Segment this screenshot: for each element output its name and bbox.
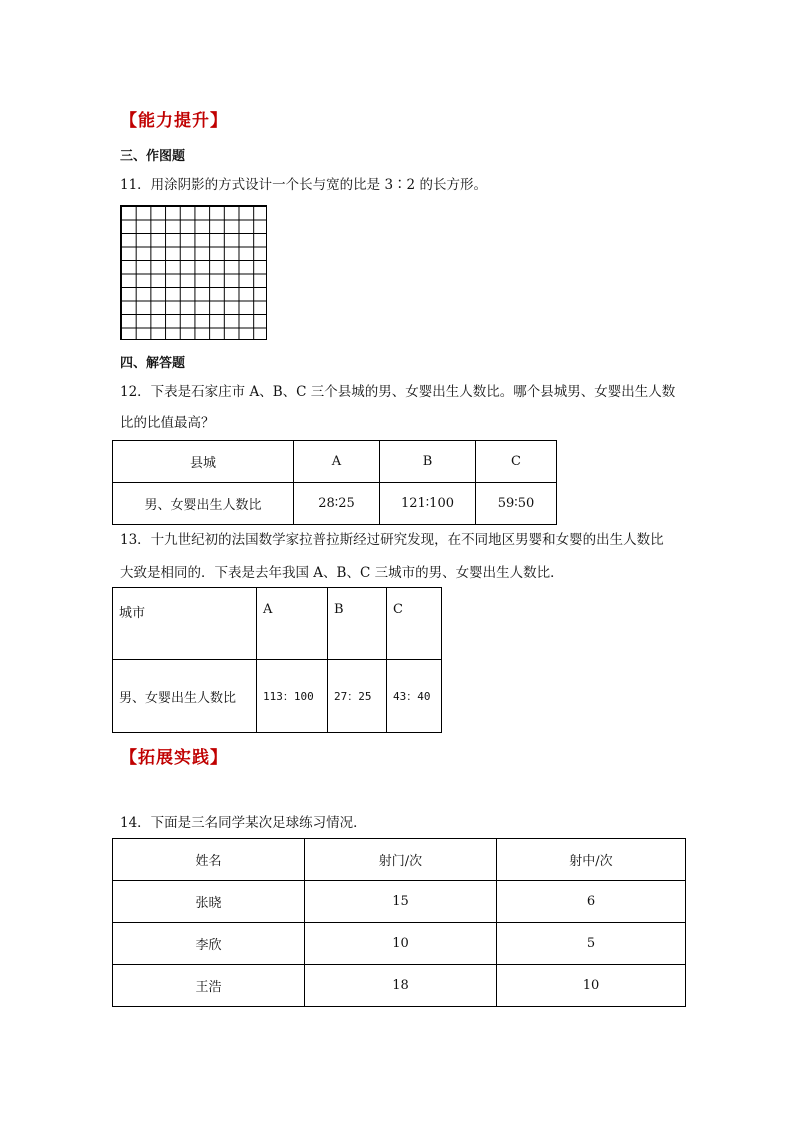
section-title-ability: 【能力提升】: [120, 111, 228, 131]
question-13-line2: 大致是相同的．下表是去年我国 A、B、C 三城市的男、女婴出生人数比．: [120, 565, 564, 581]
table-row: [113, 923, 686, 965]
table-12-header-c: C: [476, 441, 557, 483]
table-14-header-hits: 射中/次: [497, 839, 686, 881]
table-13-header-c: C: [387, 588, 442, 660]
table-13-value-a: 113：100: [257, 660, 328, 733]
table-12-header-county: 县城: [113, 441, 294, 483]
table-13-header-city: 城市: [113, 588, 257, 660]
table-12-header-a: A: [294, 441, 380, 483]
table-12-value-b: 121∶100: [380, 483, 476, 525]
table-14-shots: 10: [305, 923, 497, 965]
table-14-name: 张晓: [113, 881, 305, 923]
section-title-extension: 【拓展实践】: [120, 748, 228, 768]
question-12-line2: 比的比值最高？: [120, 415, 215, 431]
table-14-hits: 6: [497, 881, 686, 923]
table-13-header-a: A: [257, 588, 328, 660]
table-13: [112, 587, 442, 733]
table-13-value-b: 27：25: [328, 660, 387, 733]
table-14-hits: 10: [497, 965, 686, 1007]
table-12-header-b: B: [380, 441, 476, 483]
table-12-value-a: 28∶25: [294, 483, 380, 525]
question-13-line1: 13．十九世纪初的法国数学家拉普拉斯经过研究发现，在不同地区男婴和女婴的出生人数比: [120, 532, 664, 548]
table-14: [112, 838, 686, 1007]
table-row: [113, 965, 686, 1007]
heading-drawing: 三、作图题: [120, 149, 186, 164]
table-13-header-b: B: [328, 588, 387, 660]
question-14: 14．下面是三名同学某次足球练习情况．: [120, 815, 367, 831]
question-11: 11．用涂阴影的方式设计一个长与宽的比是 3∶2 的长方形。: [120, 177, 487, 193]
table-14-shots: 15: [305, 881, 497, 923]
table-14-header-shots: 射门/次: [305, 839, 497, 881]
table-14-shots: 18: [305, 965, 497, 1007]
question-12-line1: 12．下表是石家庄市 A、B、C 三个县城的男、女婴出生人数比。哪个县城男、女婴出生人数: [120, 384, 676, 400]
heading-answer: 四、解答题: [120, 356, 186, 371]
table-14-header-name: 姓名: [113, 839, 305, 881]
table-13-row-label: 男、女婴出生人数比: [113, 660, 257, 733]
table-14-name: 王浩: [113, 965, 305, 1007]
table-14-name: 李欣: [113, 923, 305, 965]
table-12-row-label: 男、女婴出生人数比: [113, 483, 294, 525]
table-12-value-c: 59∶50: [476, 483, 557, 525]
drawing-grid[interactable]: [120, 205, 267, 340]
table-12: [112, 440, 557, 525]
table-14-hits: 5: [497, 923, 686, 965]
table-13-value-c: 43：40: [387, 660, 442, 733]
table-row: [113, 881, 686, 923]
